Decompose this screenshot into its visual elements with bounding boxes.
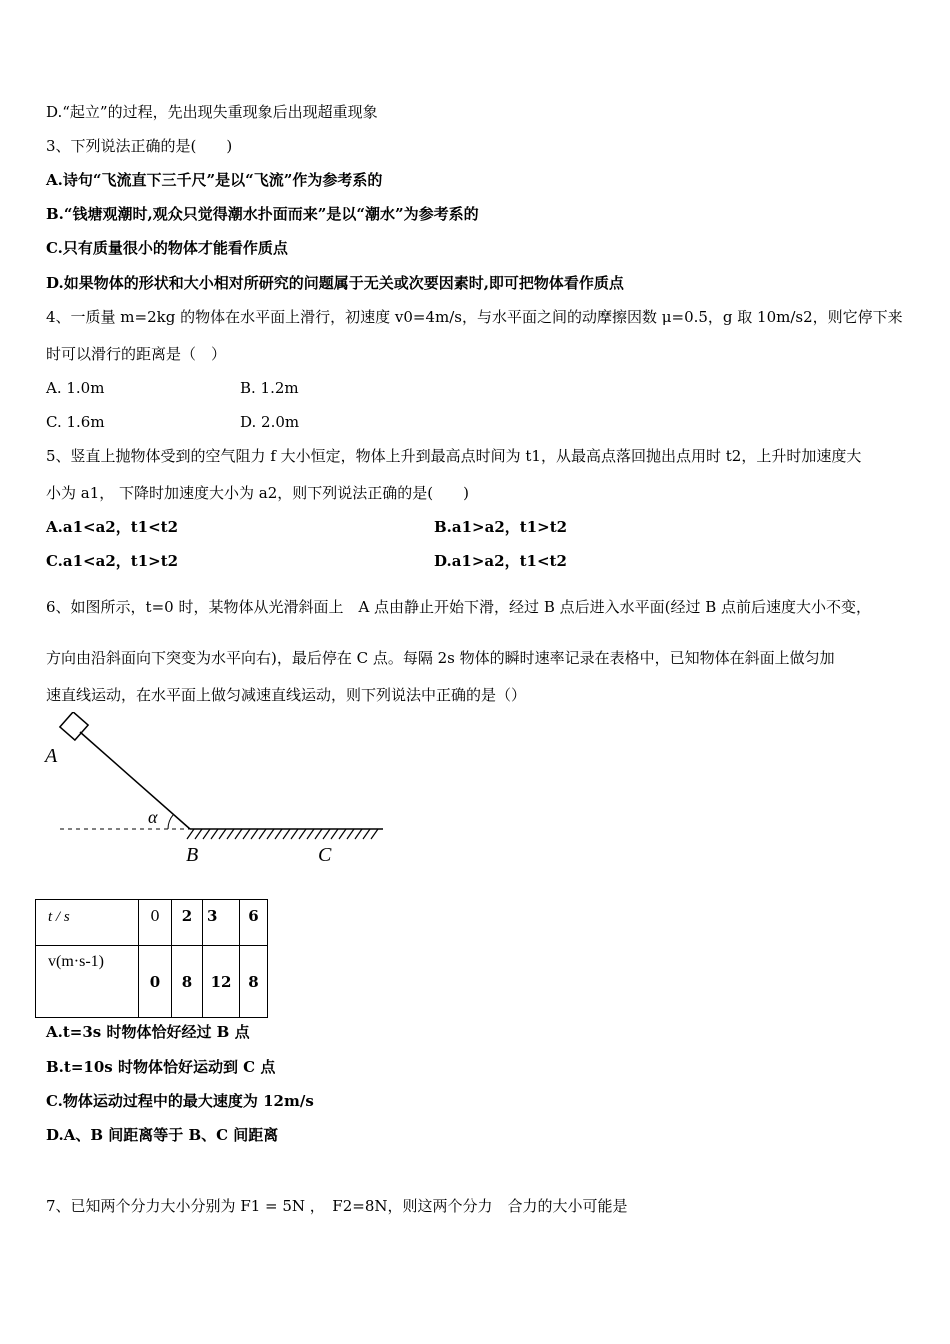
q5-option-a: A.a1<a2，t1<t2 — [46, 518, 179, 536]
q6-option-b: B.t=10s 时物体恰好运动到 C 点 — [46, 1058, 276, 1076]
q6-option-a: A.t=3s 时物体恰好经过 B 点 — [46, 1023, 250, 1041]
q4-stem-line2: 时可以滑行的距离是（ ） — [46, 345, 227, 363]
table-cell: 6 — [240, 900, 268, 946]
q5-option-d: D.a1>a2，t1<t2 — [434, 552, 567, 570]
q6-stem-line2: 方向由沿斜面向下突变为水平向右)，最后停在 C 点。每隔 2s 物体的瞬时速率记录在表格中，已知物体在斜面上做匀加 — [46, 649, 835, 667]
velocity-table — [35, 899, 268, 1018]
q4-option-d: D. 2.0m — [240, 413, 300, 431]
q6-stem-line1: 6、如图所示，t=0 时，某物体从光滑斜面上 A 点由静止开始下滑，经过 B 点后进入水平面(经过 B 点前后速度大小不变， — [46, 598, 872, 616]
q3-option-d: D.如果物体的形状和大小相对所研究的问题属于无关或次要因素时,即可把物体看作质点 — [46, 274, 624, 292]
table-cell: 0 — [139, 946, 172, 1018]
table-row — [36, 900, 268, 946]
table-cell: 8 — [240, 946, 268, 1018]
q5-stem-line1: 5、竖直上抛物体受到的空气阻力 f 大小恒定，物体上升到最高点时间为 t1，从最高点落回抛出点用时 t2，上升时加速度大 — [46, 447, 862, 465]
q5-option-b: B.a1>a2，t1>t2 — [434, 518, 568, 536]
q3-stem: 3、下列说法正确的是( ) — [46, 137, 233, 155]
q4-option-b: B. 1.2m — [240, 379, 299, 397]
q2-option-d: D.“起立”的过程，先出现失重现象后出现超重现象 — [46, 103, 378, 121]
table-header-t: t / s — [36, 900, 139, 946]
table-cell: 0 — [139, 900, 172, 946]
label-a: A — [45, 745, 58, 767]
q5-stem-line2: 小为 a1， 下降时加速度大小为 a2，则下列说法正确的是( ) — [46, 484, 469, 502]
label-alpha: α — [148, 807, 158, 827]
q3-option-a: A.诗句“飞流直下三千尺”是以“飞流”作为参考系的 — [46, 171, 383, 189]
q5-option-c: C.a1<a2，t1>t2 — [46, 552, 179, 570]
q4-stem-line1: 4、一质量 m=2kg 的物体在水平面上滑行，初速度 v0=4m/s，与水平面之间的动摩擦因数 μ=0.5，g 取 10m/s2，则它停下来 — [46, 308, 903, 326]
table-cell: 2 — [172, 900, 203, 946]
q4-option-a: A. 1.0m — [46, 379, 105, 397]
ground-hatching — [187, 829, 378, 839]
label-b: B — [186, 844, 199, 866]
table-row — [36, 946, 268, 1018]
table-cell: 8 — [172, 946, 203, 1018]
table-cell: 3 — [203, 900, 240, 946]
q6-stem-line3: 速直线运动，在水平面上做匀减速直线运动，则下列说法中正确的是（） — [46, 686, 527, 704]
q3-option-c: C.只有质量很小的物体才能看作质点 — [46, 239, 288, 257]
q6-option-c: C.物体运动过程中的最大速度为 12m/s — [46, 1092, 314, 1110]
label-c: C — [318, 844, 332, 866]
q6-option-d: D.A、B 间距离等于 B、C 间距离 — [46, 1126, 279, 1144]
table-cell: 12 — [203, 946, 240, 1018]
q7-stem: 7、已知两个分力大小分别为 F1 = 5N ， F2=8N，则这两个分力 合力的大小可能是 — [46, 1197, 628, 1215]
q4-option-c: C. 1.6m — [46, 413, 105, 431]
angle-arc — [168, 814, 174, 829]
table-header-v: v(m·s-1) — [36, 946, 139, 1018]
incline-diagram — [40, 712, 400, 872]
q3-option-b: B.“钱塘观潮时,观众只觉得潮水扑面而来”是以“潮水”为参考系的 — [46, 205, 479, 223]
